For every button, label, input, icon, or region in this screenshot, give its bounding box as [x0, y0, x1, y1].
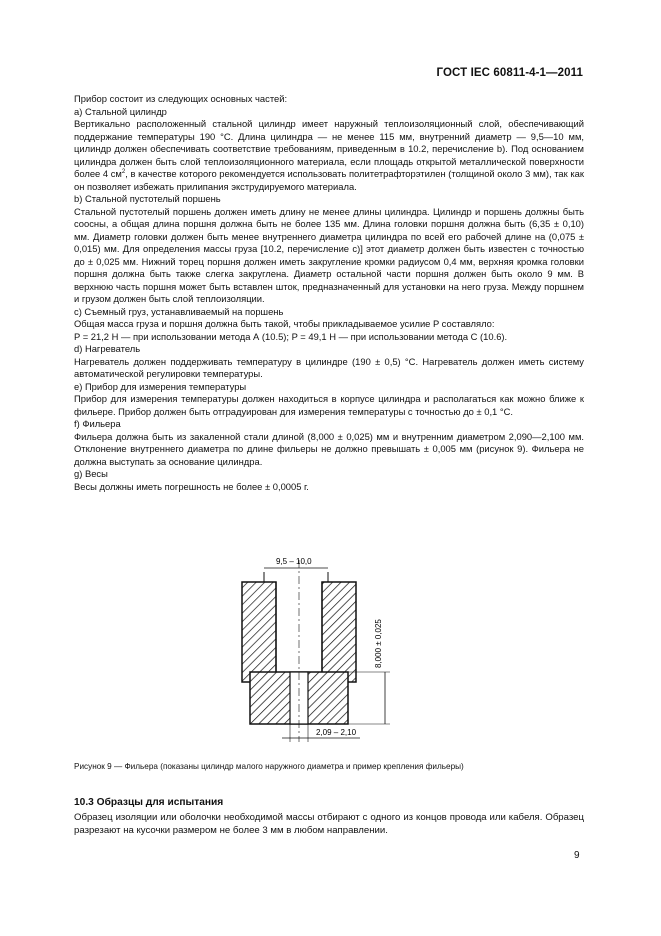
cylinder-wall-left: [242, 582, 276, 682]
item-f-title: f) Фильера: [74, 418, 121, 429]
item-a-text-1: Вертикально расположенный стальной цилиндр имеет наружный теплоизоляционный слой, обеспечивающий поддержание температуры 190 °C. Длина цилиндра — не менее 115 мм, внутренний диаметр — 9,5—10 мм, цилиндр должен обеспечивать соответствие требованиям, приведенным в 10.2, перечисление b). Под основанием цилиндра должен быть слой теплоизоляционного материала, если площадь открытой металлической поверхности более 4 см: [74, 118, 584, 179]
dim-vertical-label: 8,000 ± 0,025: [374, 619, 383, 668]
item-b-text: Стальной пустотелый поршень должен иметь длину не менее длины цилиндра. Цилиндр и поршень должны быть соосны, а общая длина поршня должна быть не более 135 мм. Длина головки поршня должна быть (6,35 ± 0,10) мм. Диаметр головки должен быть менее внутреннего диаметра цилиндра по всей его рабочей длине на (0,075 ± 0,015) мм. Для определения массы груза [10.2, перечисление c)] этот диаметр должен быть известен с точностью до ± 0,025 мм. Нижний торец поршня должен иметь закругление кромки радиусом 0,4 мм, верхняя кромка головки поршня должна быть также слегка закруглена. Диаметр остальной части поршня должен быть около 9 мм. В верхнюю часть поршня может быть вставлен шток, предназначенный для установки на него груза. Между поршнем и грузом должен быть слой теплоизоляции.: [74, 205, 584, 304]
item-a-sup: 2: [121, 168, 126, 175]
dim-bottom-label: 2,09 – 2,10: [316, 728, 357, 737]
item-a-text-2: , в качестве которого рекомендуется использовать политетрафторэтилен (толщиной около 3 мм), так как он позволяет избежать прилипания экструдируемого материала.: [74, 168, 584, 192]
page-number: 9: [574, 850, 580, 861]
item-e-title: e) Прибор для измерения температуры: [74, 380, 247, 392]
item-a-title: a) Стальной цилиндр: [74, 105, 167, 117]
item-a-text: [74, 118, 584, 193]
item-b-title: b) Стальной пустотелый поршень: [74, 193, 221, 204]
item-d-title: d) Нагреватель: [74, 343, 141, 354]
die-drawing: [220, 550, 420, 750]
item-g-title: g) Весы: [74, 468, 108, 479]
item-f-text: Фильера должна быть из закаленной стали длиной (8,000 ± 0,025) мм и внутренним диаметром 2,090—2,100 мм. Отклонение внутреннего диаметра по длине фильеры не должно превышать ± 0,005 мм (рисунок 9). Фильера не должна выступать за основание цилиндра.: [74, 430, 584, 467]
item-g-text: Весы должны иметь погрешность не более ± 0,0005 г.: [74, 480, 309, 492]
document-header: ГОСТ IEC 60811-4-1—2011: [436, 67, 583, 79]
section-10-3: [74, 796, 584, 837]
cylinder-wall-right: [322, 582, 356, 682]
item-d-text: Нагреватель должен поддерживать температуру в цилиндре (190 ± 0,5) °C. Нагреватель должен иметь систему автоматической регулировки температуры.: [74, 355, 584, 379]
section-title: 10.3 Образцы для испытания: [74, 797, 224, 808]
dim-top-label: 9,5 – 10,0: [276, 557, 312, 566]
section-text: Образец изоляции или оболочки необходимой массы отбирают с одного из концов провода или кабеля. Образец разрезают на кусочки размером не более 3 мм в любом направлении.: [74, 812, 584, 836]
intro-text: Прибор состоит из следующих основных частей:: [74, 93, 288, 104]
figure-caption: Рисунок 9 — Фильера (показаны цилиндр малого наружного диаметра и пример крепления фильеры): [74, 762, 464, 771]
document-body: [74, 93, 584, 493]
item-c-text-1: Общая масса груза и поршня должна быть такой, чтобы прикладываемое усилие P составляло:: [74, 318, 495, 329]
item-c-text-2: P = 21,2 Н — при использовании метода А (10.5); P = 49,1 Н — при использовании метода С (10.6).: [74, 330, 508, 342]
item-e-text: Прибор для измерения температуры должен находиться в корпусе цилиндра и располагаться как можно ближе к фильере. Прибор должен быть отградуирован для измерения температуры с точностью до ± 0,1 °C.: [74, 393, 584, 417]
item-c-title: c) Съемный груз, устанавливаемый на поршень: [74, 305, 284, 317]
